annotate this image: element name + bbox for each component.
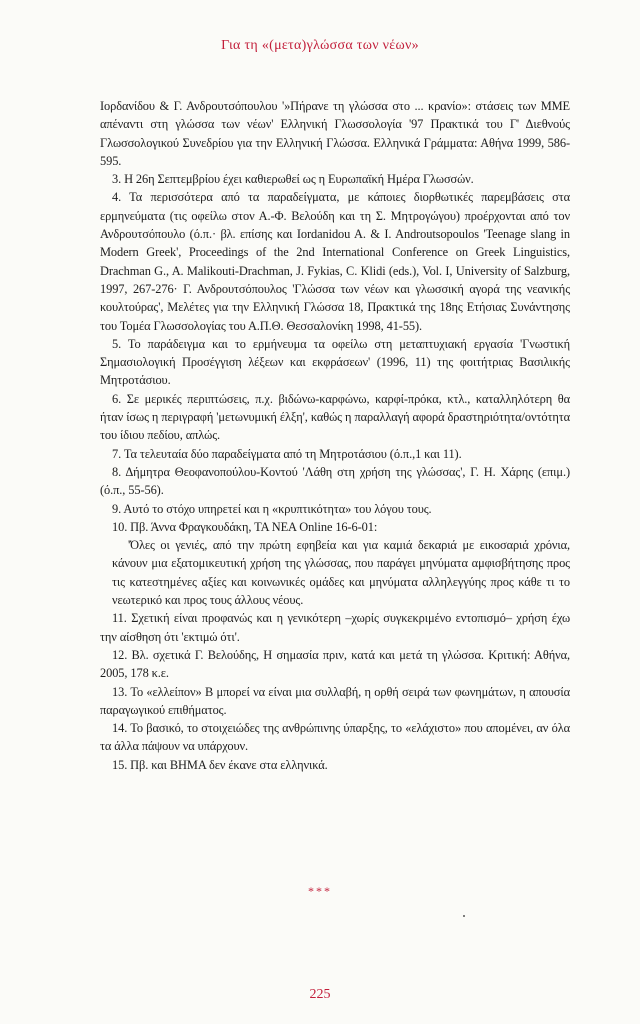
note-3: 3. Η 26η Σεπτεμβρίου έχει καθιερωθεί ως η Ευρωπαϊκή Ημέρα Γλωσσών. <box>112 172 474 187</box>
note-6: 6. Σε μερικές περιπτώσεις, π.χ. βιδώνω-καρφώνω, καρφί-πρόκα, κτλ., καταλληλότερη θα ήταν ίσως η περιγραφή 'μετωνυμική έλξη', καθώς η παραλλαγή αφορά δραστηριότητα/οντότητα του ίδιου πεδίου, απλώς. <box>100 391 570 443</box>
page-number: 225 <box>309 987 331 1002</box>
endnotes <box>100 97 570 774</box>
note-5: 5. Το παράδειγμα και το ερμήνευμα τα οφείλω στη μεταπτυχιακή εργασία 'Γνωστική Σημασιολογική Προσέγγιση λέξεων και εκφράσεων' (1996, 11) της φοιτήτριας Βασιλικής Μητροτάσιου. <box>100 336 570 388</box>
note-10: 10. Πβ. Άννα Φραγκουδάκη, ΤΑ ΝΕΑ Online 16-6-01: <box>112 519 378 534</box>
note-4: 4. Τα περισσότερα από τα παραδείγματα, με κάποιες διορθωτικές παρεμβάσεις στα ερμηνεύματα (τις οφείλω στον Α.-Φ. Βελούδη και τη Σ. Μητρογώγου) προέρχονται από τον Ανδρουτσόπουλο (ό.π.· βλ. επίσης και Iordanidou A. & I. Androutsopoulos 'Teenage slang in Modern Greek', Proceedings of the 2nd International Conference on Greek Linguistics, Drachman G., A. Malikouti-Drachman, J. Fykias, C. Klidi (eds.), Vol. I, University of Salzburg, 1997, 267-276· Γ. Ανδρουτσόπουλος 'Γλώσσα των νέων και γλωσσική αγορά της νεανικής κουλτούρας', Μελέτες για την Ελληνική Γλώσσα 18, Πρακτικά της 18ης Ετήσιας Συνάντησης του Τομέα Γλωσσολογίας του Α.Π.Θ. Θεσσαλονίκη 1998, 41-55). <box>100 190 570 333</box>
note-11: 11. Σχετική είναι προφανώς και η γενικότερη –χωρίς συγκεκριμένο εντοπισμό– χρήση έχω την αίσθηση ότι 'εκτιμώ ότι'. <box>100 611 570 644</box>
note-7: 7. Τα τελευταία δύο παραδείγματα από τη Μητροτάσιου (ό.π.,1 και 11). <box>112 446 462 461</box>
section-ornament: *** <box>308 884 332 898</box>
print-speck <box>463 915 465 917</box>
note-2-continuation: Ιορδανίδου & Γ. Ανδρουτσόπουλου '»Πήρανε τη γλώσσα στο ... κρανίο»: στάσεις των ΜΜΕ απέναντι στη γλώσσα των νέων' Ελληνική Γλωσσολογία '97 Πρακτικά του Γ' Διεθνούς Γλωσσολογικού Συνεδρίου για την Ελληνική Γλώσσα. Ελληνικά Γράμματα: Αθήνα 1999, 586-595. <box>100 99 570 168</box>
note-9: 9. Αυτό το στόχο υπηρετεί και η «κρυπτικότητα» του λόγου τους. <box>112 501 432 516</box>
note-15: 15. Πβ. και ΒΗΜΑ δεν έκανε στα ελληνικά. <box>112 757 328 772</box>
note-12: 12. Βλ. σχετικά Γ. Βελούδης, Η σημασία πριν, κατά και μετά τη γλώσσα. Κριτική: Αθήνα, 2005, 178 κ.ε. <box>100 647 570 681</box>
note-10-quote: 'Όλες οι γενιές, από την πρώτη εφηβεία και για καμιά δεκαριά με εικοσαριά χρόνια, κάνουν μια εξατομικευτική χρήση της γλώσσας, που παράγει μηνύματα αμφισβήτησης προς τις κατεστημένες αξίες και κοινωνικές ομάδες και μηνύματα αλληλεγγύης προς κάθε τι το νεωτερικό και προς τους άλλους νέους. <box>112 538 570 608</box>
note-14: 14. Το βασικό, το στοιχειώδες της ανθρώπινης ύπαρξης, το «ελάχιστο» που απομένει, αν όλα τα άλλα πάψουν να υπάρχουν. <box>100 721 570 754</box>
note-8: 8. Δήμητρα Θεοφανοπούλου-Κοντού 'Λάθη στη χρήση της γλώσσας', Γ. Η. Χάρης (επιμ.) (ό.π., 55-56). <box>100 464 570 498</box>
running-head: Για τη «(μετα)γλώσσα των νέων» <box>221 38 419 53</box>
note-13: 13. Το «ελλείπον» Β μπορεί να είναι μια συλλαβή, η ορθή σειρά των φωνημάτων, η απουσία παραγωγικού επιθήματος. <box>100 684 570 717</box>
